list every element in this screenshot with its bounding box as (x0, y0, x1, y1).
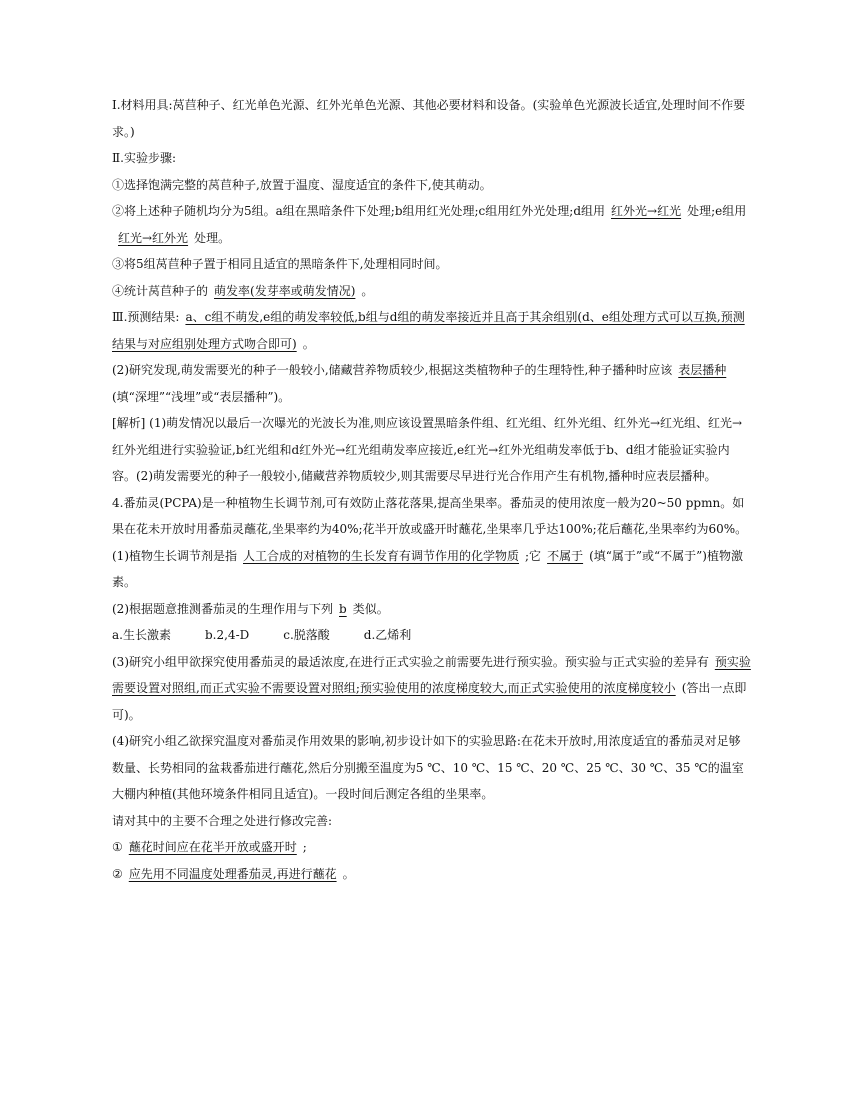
question-4-1-text: (1)植物生长调节剂是指 (112, 548, 237, 563)
question-4-1 (112, 543, 752, 596)
option-d: d.乙烯利 (363, 628, 412, 642)
question-4-3-end: (答出一点即可)。 (112, 681, 747, 722)
revision-2-end: 。 (342, 866, 355, 881)
answer-blank-belongs: 不属于 (547, 548, 584, 563)
question-4-intro (112, 490, 752, 543)
answer-blank-e: 红光→红外光 (118, 230, 189, 245)
step-4-text: ④统计莴苣种子的 (112, 283, 209, 298)
step-3 (112, 251, 752, 278)
answer-blank-sowing: 表层播种 (678, 363, 727, 377)
step-2-text: ②将上述种子随机均分为5组。a组在黑暗条件下处理;b组用红光处理;c组用红外光处理;d组用 (112, 204, 606, 218)
prediction-end: 。 (302, 336, 315, 351)
analysis-text: [解析] (1)萌发情况以最后一次曝光的光波长为准,则应该设置黑暗条件组、红光组、红外光组、红外光→红光组、红光→红外光组进行实验验证,b红光组和d红外光→红光组萌发率应接近,e红光→红外光组萌发率低于b、d组才能验证实验内容。(2)萌发需要光的种子一般较小,储藏营养物质较少,则其需要尽早进行光合作用产生有机物,播种时应表层播种。 (112, 416, 743, 483)
answer-blank-option: b (339, 601, 347, 616)
answer-blank-regulator-definition: 人工合成的对植物的生长发育有调节作用的化学物质 (243, 548, 520, 563)
steps-heading (112, 145, 752, 172)
materials-text: Ⅰ.材料用具:莴苣种子、红光单色光源、红外光单色光源、其他必要材料和设备。(实验单色光源波长适宜,处理时间不作要求。) (112, 98, 746, 139)
option-c: c.脱落酸 (283, 628, 330, 642)
revision-1-marker: ① (112, 840, 123, 854)
answer-blank-prediction: a、c组不萌发,e组的萌发率较低,b组与d组的萌发率接近并且高于其余组别(d、e组处理方式可以互换,预测结果与对应组别处理方式吻合即可) (112, 310, 745, 351)
question-4-4 (112, 728, 752, 808)
prediction-label: Ⅲ.预测结果: (112, 310, 180, 324)
revision-2 (112, 861, 752, 888)
step-2 (112, 198, 752, 251)
prediction-paragraph (112, 304, 752, 357)
question-4-1-mid: ;它 (525, 548, 542, 563)
materials-paragraph (112, 92, 752, 145)
step-2-text-mid: 处理;e组用 (687, 204, 747, 218)
step-1-text: ①选择饱满完整的莴苣种子,放置于温度、湿度适宜的条件下,使其萌动。 (112, 177, 492, 192)
revision-2-marker: ② (112, 866, 123, 881)
revision-1-end: ; (302, 840, 307, 854)
revise-prompt-text: 请对其中的主要不合理之处进行修改完善: (112, 813, 333, 828)
question-4-4-text: (4)研究小组乙欲探究温度对番茄灵作用效果的影响,初步设计如下的实验思路:在花未开放时,用浓度适宜的番茄灵对足够数量、长势相同的盆栽番茄进行蘸花,然后分别搬至温度为5 ℃、10 ℃、15 ℃、20 ℃、25 ℃、30 ℃、35 ℃的温室大棚内种植(其他环境条件相同且适宜)。一段时间后测定各组的坐果率。 (112, 734, 744, 801)
question-2-text: (2)研究发现,萌发需要光的种子一般较小,储藏营养物质较少,根据这类植物种子的生理特性,种子播种时应该 (112, 363, 673, 377)
question-4-2-text: (2)根据题意推测番茄灵的生理作用与下列 (112, 601, 333, 616)
step-3-text: ③将5组莴苣种子置于相同且适宜的黑暗条件下,处理相同时间。 (112, 257, 448, 271)
option-a: a.生长激素 (112, 628, 171, 642)
step-4 (112, 278, 752, 305)
question-2-end: (填“深埋”“浅埋”或“表层播种”)。 (112, 389, 291, 404)
question-2-paragraph (112, 357, 752, 410)
answer-blank-pre-experiment: 预实验需要设置对照组,而正式实验不需要设置对照组;预实验使用的浓度梯度较大,而正式实验使用的浓度梯度较小 (112, 654, 751, 695)
answer-blank-revision-2: 应先用不同温度处理番茄灵,再进行蘸花 (128, 866, 337, 881)
answer-blank-germination: 萌发率(发芽率或萌发情况) (214, 283, 356, 298)
revision-1 (112, 834, 752, 861)
document-body (112, 92, 752, 887)
question-4-3-text: (3)研究小组甲欲探究使用番茄灵的最适浓度,在进行正式实验之前需要先进行预实验。预实验与正式实验的差异有 (112, 654, 709, 669)
option-b: b.2,4-D (204, 628, 250, 642)
question-4-2-end: 类似。 (352, 601, 389, 616)
question-4-3 (112, 649, 752, 729)
step-1 (112, 172, 752, 199)
question-4-intro-text: 4.番茄灵(PCPA)是一种植物生长调节剂,可有效防止落花落果,提高坐果率。番茄灵的使用浓度一般为20~50 ppmn。如果在花未开放时用番茄灵蘸花,坐果率约为40%;花半开放或盛开时蘸花,坐果率几乎达100%;花后蘸花,坐果率约为60%。 (112, 495, 748, 536)
step-2-text-end: 处理。 (194, 230, 231, 245)
revise-prompt (112, 808, 752, 835)
answer-blank-revision-1: 蘸花时间应在花半开放或盛开时 (128, 840, 297, 854)
steps-heading-text: Ⅱ.实验步骤: (112, 151, 177, 165)
answer-blank-d: 红外光→红光 (611, 204, 682, 218)
question-4-1-end: (填“属于”或“不属于”)植物激素。 (112, 548, 743, 589)
options-row (112, 622, 752, 649)
analysis-paragraph (112, 410, 752, 490)
step-4-end: 。 (361, 283, 374, 298)
question-4-2 (112, 596, 752, 623)
